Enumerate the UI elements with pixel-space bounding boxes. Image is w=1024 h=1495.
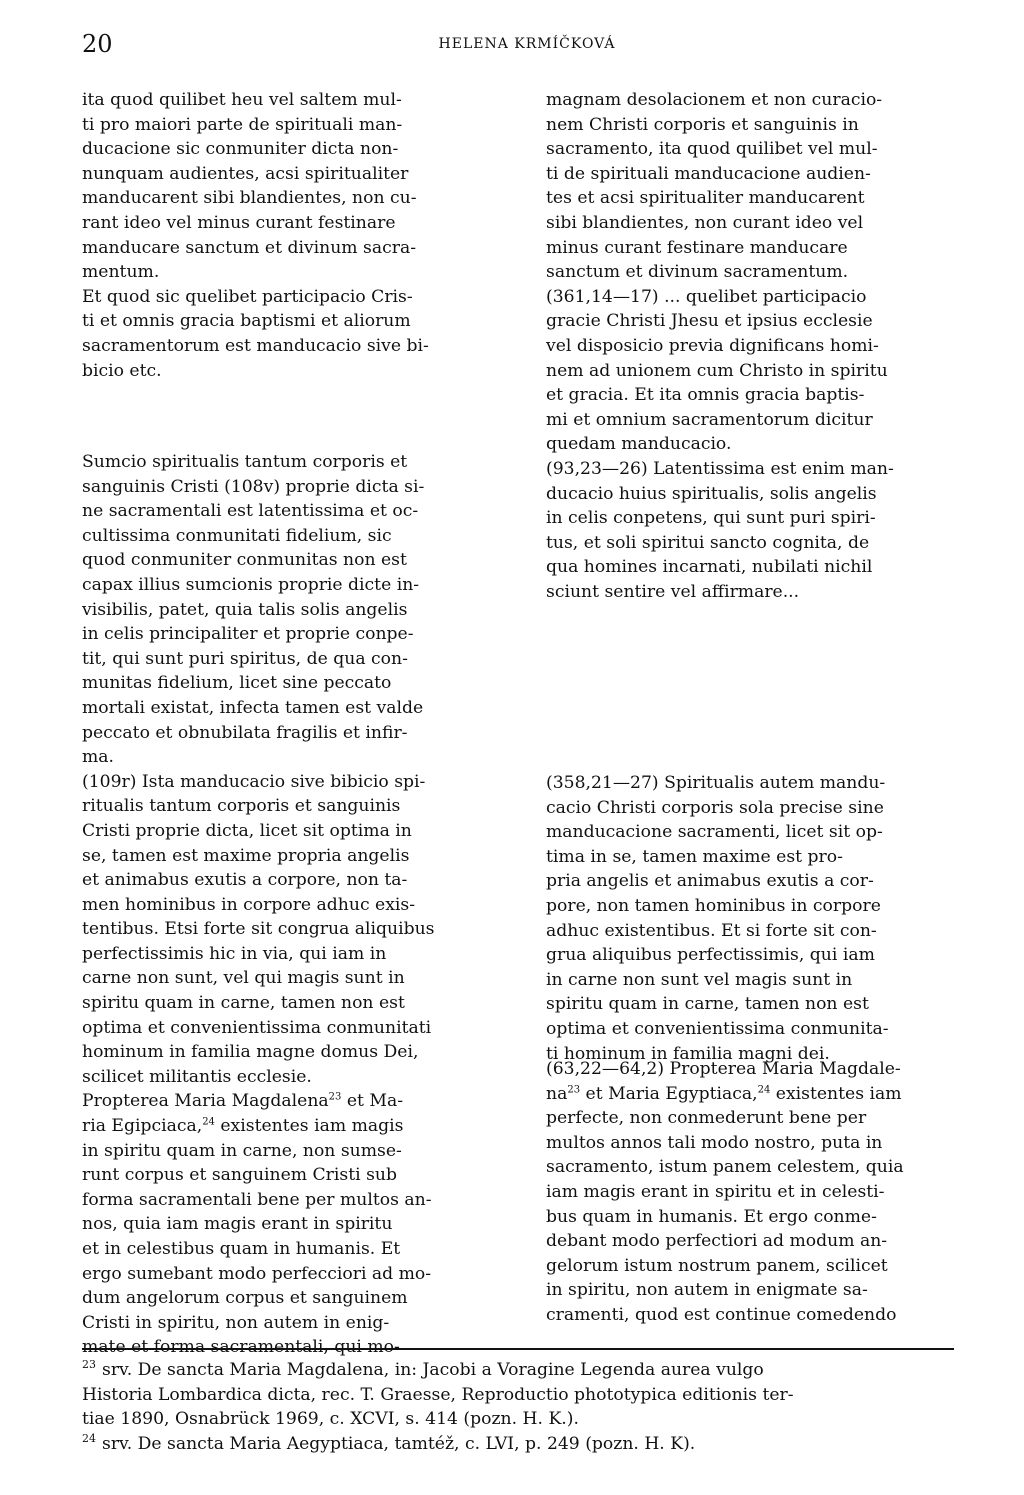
running-head: HELENA KRMÍČKOVÁ <box>438 36 616 52</box>
text-line: gracie Christi Jhesu et ipsius ecclesie <box>546 311 873 332</box>
text-line: Cristi in spiritu, non autem in enig- <box>82 1312 390 1333</box>
text-line: ti pro maiori parte de spirituali man- <box>82 114 403 135</box>
text-line: manducare sanctum et divinum sacra- <box>82 237 417 258</box>
text-line: bus quam in humanis. Et ergo conme- <box>546 1206 877 1227</box>
text-line: grua aliquibus perfectissimis, qui iam <box>546 945 875 966</box>
text-line: (63,22—64,2) Propterea Maria Magdale- <box>546 1059 901 1079</box>
text-line: $na^{23}$ et Maria Egyptiaca,$^{24}$ existentes iam <box>546 1083 902 1104</box>
text-line: et animabus exutis a corpore, non ta- <box>82 870 408 891</box>
text-line: munitas fidelium, licet sine peccato <box>82 673 392 694</box>
footnote-ref-23: 23 <box>328 1091 342 1103</box>
text-line: multos annos tali modo nostro, puta in <box>546 1132 883 1153</box>
text-line: in celis conpetens, qui sunt puri spiri- <box>546 508 876 529</box>
text-line: minus curant festinare manducare <box>546 237 848 258</box>
text-line: scilicet militantis ecclesie. <box>82 1066 312 1087</box>
text-line: spiritu quam in carne, tamen non est <box>82 993 405 1014</box>
text-line: in celis principaliter et proprie conpe- <box>82 624 414 645</box>
text-line: ria Egipciaca,$^{24}$ existentes iam magis <box>82 1116 404 1137</box>
text-line: nem ad unionem cum Christo in spiritu <box>546 360 888 381</box>
text-line: ritualis tantum corporis et sanguinis <box>82 796 401 817</box>
text-line: tit, qui sunt puri spiritus, de qua con- <box>82 648 408 669</box>
text-line: manducarent sibi blandientes, non cu- <box>82 188 417 209</box>
text-line: sciunt sentire vel affirmare... <box>546 581 800 602</box>
text-line: sacramento, istum panem celestem, quia <box>546 1157 904 1178</box>
text-line: ne sacramentali est latentissima et oc- <box>82 501 419 522</box>
text-line: cramenti, quod est continue comedendo <box>546 1304 897 1325</box>
footnote-divider <box>82 1348 954 1350</box>
text-line: vel disposicio previa dignificans homi- <box>546 335 879 356</box>
text-line: perfecte, non conmederunt bene per <box>546 1108 867 1129</box>
text-line: spiritu quam in carne, tamen non est <box>546 994 869 1015</box>
text-line: hominum in familia magne domus Dei, <box>82 1042 419 1063</box>
footnote-24: $^{24}$ srv. De sancta Maria Aegyptiaca, tamtéž, c. LVI, p. 249 (pozn. H. K). <box>82 1432 696 1454</box>
text-line: mortali existat, infecta tamen est valde <box>82 697 424 718</box>
text-line: manducacione sacramenti, licet sit op- <box>546 822 883 843</box>
text-line: ti de spirituali manducacione audien- <box>546 163 871 184</box>
text-line: mi et omnium sacramentorum dicitur <box>546 409 873 430</box>
text-line: (358,21—27) Spiritualis autem mandu- <box>546 773 886 793</box>
text-line: dum angelorum corpus et sanguinem <box>82 1288 408 1309</box>
text-line: ita quod quilibet heu vel saltem mul- <box>82 90 402 110</box>
text-line: nem Christi corporis et sanguinis in <box>546 114 859 135</box>
text-line: quod conmuniter conmunitas non est <box>82 550 407 571</box>
text-line: nunquam audientes, acsi spiritualiter <box>82 163 409 184</box>
text-line: ducacio huius spiritualis, solis angelis <box>546 483 877 504</box>
text-line: in spiritu quam in carne, non sumse- <box>82 1140 402 1161</box>
text-line: iam magis erant in spiritu et in celesti- <box>546 1181 885 1202</box>
text-line: carne non sunt, vel qui magis sunt in <box>82 968 405 989</box>
text-line: Et quod sic quelibet participacio Cris- <box>82 286 413 307</box>
text-line: forma sacramentali bene per multos an- <box>82 1189 432 1210</box>
text-line: sacramentorum est manducacio sive bi- <box>82 335 429 356</box>
footnote-23-line: tiae 1890, Osnabrück 1969, c. XCVI, s. 414 (pozn. H. K.). <box>82 1409 579 1430</box>
text-line: cacio Christi corporis sola precise sine <box>546 797 884 818</box>
footnote-ref-24: 24 <box>202 1116 215 1128</box>
text-line: sibi blandientes, non curant ideo vel <box>546 212 864 233</box>
text-line: mentum. <box>82 262 160 283</box>
text-line: Cristi proprie dicta, licet sit optima in <box>82 820 412 841</box>
text-line: debant modo perfectiori ad modum an- <box>546 1231 888 1252</box>
text-line: peccato et obnubilata fragilis et infir- <box>82 722 408 743</box>
text-line: ergo sumebant modo perfecciori ad mo- <box>82 1263 432 1284</box>
text-line: nos, quia iam magis erant in spiritu <box>82 1214 393 1235</box>
text-line: optima et convenientissima conmunitati <box>82 1017 432 1038</box>
footnotes <box>82 1358 962 1456</box>
text-line: ti et omnis gracia baptismi et aliorum <box>82 311 411 332</box>
text-line: tentibus. Etsi forte sit congrua aliquibus <box>82 919 435 940</box>
footnote-number: 23 <box>82 1358 96 1372</box>
text-line: et gracia. Et ita omnis gracia baptis- <box>546 385 865 406</box>
text-line: optima et convenientissima conmunita- <box>546 1018 889 1039</box>
text-line: quedam manducacio. <box>546 434 732 455</box>
right-column-block-2 <box>546 771 956 1066</box>
text-line: magnam desolacionem et non curacio- <box>546 90 883 110</box>
text-line: ma. <box>82 747 115 768</box>
text-line: tus, et soli spiritui sancto cognita, de <box>546 532 870 553</box>
footnote-23: $^{23}$ srv. De sancta Maria Magdalena, in: Jacobi a Voragine Legenda aurea vulgo <box>82 1358 764 1380</box>
footnote-number: 24 <box>82 1432 96 1446</box>
text-line: ti hominum in familia magni dei. <box>546 1043 830 1064</box>
text-line: sanctum et divinum sacramentum. <box>546 262 849 283</box>
text-line: runt corpus et sanguinem Cristi sub <box>82 1165 397 1186</box>
text-line: perfectissimis hic in via, qui iam in <box>82 943 387 964</box>
text-line: tima in se, tamen maxime est pro- <box>546 846 843 867</box>
text-line: bicio etc. <box>82 360 162 381</box>
right-column-block-1 <box>546 88 956 604</box>
text-line: pria angelis et animabus exutis a cor- <box>546 871 874 892</box>
right-column-block-3 <box>546 1057 956 1328</box>
text-line: visibilis, patet, quia talis solis angelis <box>82 599 408 620</box>
text-line: sanguinis Cristi (108v) proprie dicta si- <box>82 476 425 497</box>
text-line: in carne non sunt vel magis sunt in <box>546 969 853 990</box>
text-line: in spiritu, non autem in enigmate sa- <box>546 1280 868 1301</box>
text-line: tes et acsi spiritualiter manducarent <box>546 188 865 209</box>
text-line: se, tamen est maxime propria angelis <box>82 845 410 866</box>
text-line: men hominibus in corpore adhuc exis- <box>82 894 416 915</box>
text-line: cultissima conmunitati fidelium, sic <box>82 525 392 546</box>
text-line: Propterea Maria Magdalena$^{23}$ et Ma- <box>82 1091 404 1112</box>
text-line: rant ideo vel minus curant festinare <box>82 212 396 233</box>
footnote-23-line: Historia Lombardica dicta, rec. T. Graesse, Reproductio phototypica editionis ter- <box>82 1384 794 1405</box>
text-line: (361,14—17) ... quelibet participacio <box>546 286 867 307</box>
text-line: Sumcio spiritualis tantum corporis et <box>82 452 408 472</box>
text-line: sacramento, ita quod quilibet vel mul- <box>546 139 878 160</box>
text-line: mate et forma sacramentali, qui mo- <box>82 1337 400 1358</box>
left-column-block-1 <box>82 88 492 383</box>
text-line: ducacione sic conmuniter dicta non- <box>82 139 399 160</box>
text-line: (93,23—26) Latentissima est enim man- <box>546 458 894 479</box>
text-line: qua homines incarnati, nubilati nichil <box>546 557 873 578</box>
left-column-block-2 <box>82 450 492 1360</box>
text-line: gelorum istum nostrum panem, scilicet <box>546 1255 888 1276</box>
page-number: 20 <box>82 30 113 58</box>
text-line: capax illius sumcionis proprie dicte in- <box>82 574 420 595</box>
text-line: et in celestibus quam in humanis. Et <box>82 1239 401 1259</box>
footnote-ref-23: 23 <box>567 1083 581 1095</box>
text-line: pore, non tamen hominibus in corpore <box>546 895 881 916</box>
text-line: (109r) Ista manducacio sive bibicio spi- <box>82 771 426 792</box>
footnote-ref-24: 24 <box>757 1083 771 1095</box>
text-line: adhuc existentibus. Et si forte sit con- <box>546 920 877 941</box>
